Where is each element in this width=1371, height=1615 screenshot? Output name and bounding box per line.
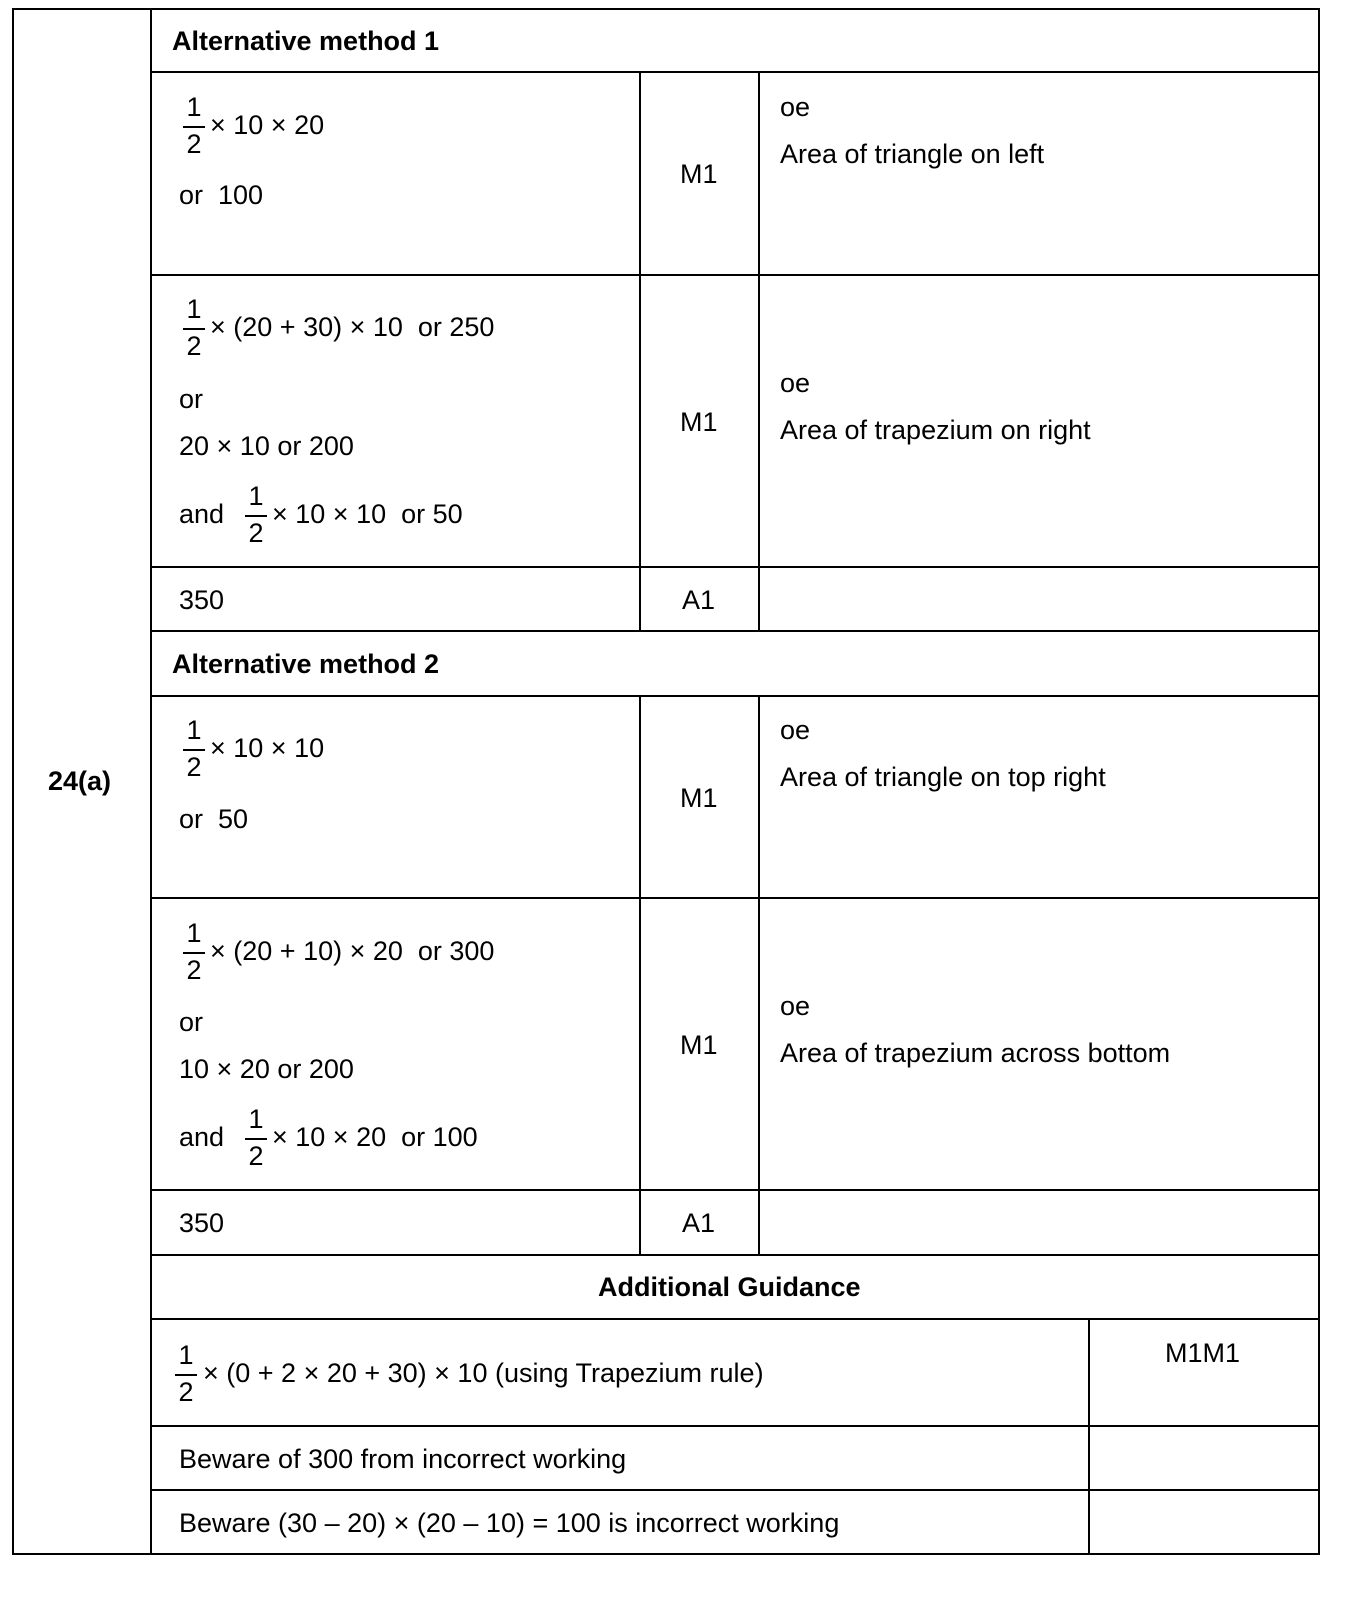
method-1-heading: Alternative method 1: [172, 26, 440, 56]
row-divider: [150, 695, 1320, 697]
mark-column-divider: [639, 71, 641, 632]
row-divider: [150, 630, 1320, 632]
guidance-mark: M1M1: [1165, 1338, 1241, 1368]
comment-text: Area of triangle on left: [780, 139, 1045, 169]
row-divider: [150, 1489, 1320, 1491]
working-line: and: [179, 1122, 225, 1152]
fraction-numerator: 1: [178, 1340, 194, 1370]
fraction-denominator: 2: [248, 518, 264, 548]
fraction-denominator: 2: [186, 331, 202, 361]
mark-code: M1: [680, 159, 718, 189]
row-divider: [150, 274, 1320, 276]
fraction-bar: [245, 515, 267, 517]
working-line: × 10 × 20 or 100: [272, 1122, 478, 1152]
row-divider: [150, 1189, 1320, 1191]
fraction-bar: [183, 952, 205, 954]
mark-code: M1: [680, 783, 718, 813]
fraction-numerator: 1: [248, 1104, 264, 1134]
working-line: or 100: [179, 180, 264, 210]
fraction-bar: [183, 328, 205, 330]
row-divider: [150, 71, 1320, 73]
guidance-text: Beware of 300 from incorrect working: [179, 1444, 627, 1474]
fraction-bar: [175, 1374, 197, 1376]
fraction-denominator: 2: [186, 955, 202, 985]
guidance-text: Beware (30 – 20) × (20 – 10) = 100 is incorrect working: [179, 1508, 840, 1538]
mark-code: M1: [680, 407, 718, 437]
fraction: [183, 920, 205, 984]
fraction-numerator: 1: [186, 294, 202, 324]
fraction-denominator: 2: [186, 129, 202, 159]
fraction: [175, 1342, 197, 1406]
fraction-denominator: 2: [248, 1141, 264, 1171]
working-line: and: [179, 499, 225, 529]
comment-oe: oe: [780, 991, 811, 1021]
fraction-bar: [245, 1138, 267, 1140]
guidance-heading: Additional Guidance: [598, 1272, 861, 1302]
row-divider: [150, 1425, 1320, 1427]
row-divider: [150, 566, 1320, 568]
answer-value: 350: [179, 585, 225, 615]
fraction: [183, 94, 205, 158]
fraction-denominator: 2: [186, 752, 202, 782]
row-divider: [150, 1254, 1320, 1256]
comment-column-divider: [758, 695, 760, 1256]
question-number: 24(a): [48, 766, 112, 796]
working-line: 10 × 20 or 200: [179, 1054, 354, 1084]
comment-oe: oe: [780, 368, 811, 398]
fraction: [245, 1106, 267, 1170]
comment-oe: oe: [780, 715, 811, 745]
fraction-bar: [183, 749, 205, 751]
working-line: × (20 + 10) × 20 or 300: [210, 936, 495, 966]
fraction: [183, 717, 205, 781]
fraction-bar: [183, 126, 205, 128]
comment-text: Area of trapezium on right: [780, 415, 1091, 445]
fraction: [183, 296, 205, 360]
working-line: or: [179, 384, 204, 414]
question-column-divider: [150, 8, 152, 1555]
mark-code: A1: [682, 1208, 716, 1238]
working-line: or: [179, 1007, 204, 1037]
working-line: × (20 + 30) × 10 or 250: [210, 312, 495, 342]
working-line: 20 × 10 or 200: [179, 431, 354, 461]
table-border-right: [1318, 8, 1320, 1555]
fraction: [245, 483, 267, 547]
comment-column-divider: [758, 71, 760, 632]
row-divider: [150, 1318, 1320, 1320]
fraction-numerator: 1: [186, 918, 202, 948]
mark-code: A1: [682, 585, 716, 615]
fraction-numerator: 1: [186, 92, 202, 122]
method-2-heading: Alternative method 2: [172, 649, 440, 679]
working-line: × 10 × 20: [210, 110, 325, 140]
working-line: × 10 × 10: [210, 733, 325, 763]
mark-code: M1: [680, 1030, 718, 1060]
table-border-left: [12, 8, 14, 1555]
row-divider: [150, 897, 1320, 899]
answer-value: 350: [179, 1208, 225, 1238]
comment-oe: oe: [780, 92, 811, 122]
guidance-text: × (0 + 2 × 20 + 30) × 10 (using Trapezium rule): [203, 1358, 764, 1388]
working-line: × 10 × 10 or 50: [272, 499, 463, 529]
fraction-numerator: 1: [248, 481, 264, 511]
fraction-denominator: 2: [178, 1377, 194, 1407]
fraction-numerator: 1: [186, 715, 202, 745]
comment-text: Area of trapezium across bottom: [780, 1038, 1171, 1068]
working-line: or 50: [179, 804, 249, 834]
table-border-top: [12, 8, 1320, 10]
table-border-bottom: [12, 1553, 1320, 1555]
comment-text: Area of triangle on top right: [780, 762, 1106, 792]
mark-column-divider: [639, 695, 641, 1256]
guidance-mark-column-divider: [1088, 1318, 1090, 1555]
